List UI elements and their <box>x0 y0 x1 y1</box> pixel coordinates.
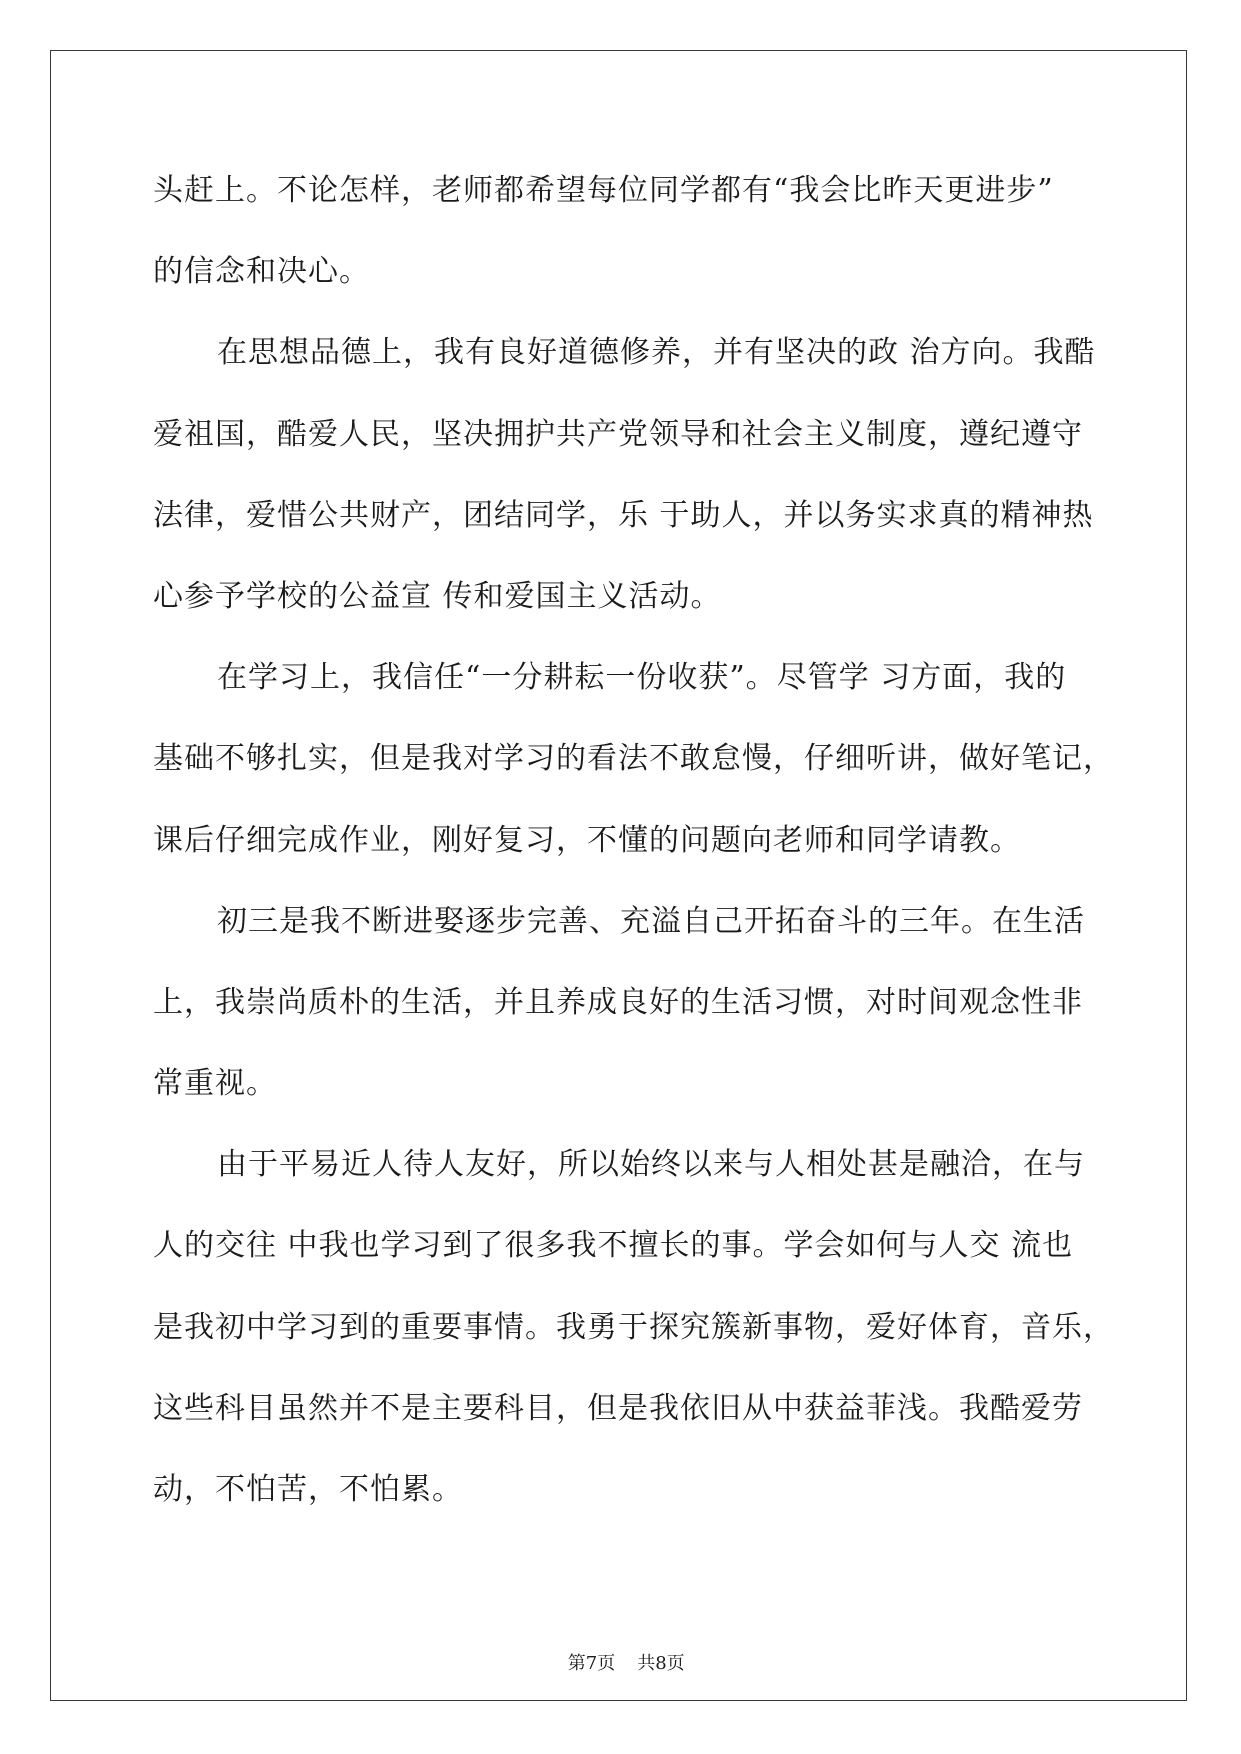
text-line: 法律，爱惜公共财产，团结同学，乐 于助人，并以务实求真的精神热 <box>153 497 1094 533</box>
text-line: 基础不够扎实，但是我对学习的看法不敢怠慢，仔细听讲，做好笔记， <box>153 741 1114 777</box>
text-line: 在思想品德上，我有良好道德修养，并有坚决的政 治方向。我酷 <box>217 335 1096 371</box>
text-line: 爱祖国，酷爱人民，坚决拥护共产党领导和社会主义制度，遵纪遵守 <box>153 416 1083 452</box>
document-body <box>153 150 1153 1530</box>
text-line: 心参予学校的公益宣 传和爱国主义活动。 <box>153 578 722 614</box>
page-total: 共8页 <box>637 1653 685 1674</box>
text-line: 头赶上。不论怎样，老师都希望每位同学都有“我会比昨天更进步” <box>153 173 1054 208</box>
paragraph <box>153 312 1153 637</box>
text-line: 是我初中学习到的重要事情。我勇于探究簇新事物，爱好体育，音乐， <box>153 1309 1114 1345</box>
text-line: 上，我崇尚质朴的生活，并且养成良好的生活习惯，对时间观念性非 <box>153 984 1083 1020</box>
text-line: 在学习上，我信任“一分耕耘一份收获”。尽管学 习方面，我的 <box>217 660 1067 696</box>
page-footer <box>0 1622 1241 1678</box>
paragraph <box>153 637 1153 881</box>
text-line: 由于平易近人待人友好，所以始终以来与人相处甚是融洽，在与 <box>217 1147 1085 1183</box>
page-number: 第7页 <box>567 1653 616 1674</box>
paragraph <box>153 881 1153 1125</box>
text-line: 课后仔细完成作业，刚好复习，不懂的问题向老师和同学请教。 <box>153 822 1021 858</box>
paragraph <box>153 150 1153 312</box>
text-line: 常重视。 <box>153 1066 277 1102</box>
text-line: 的信念和决心。 <box>153 254 370 290</box>
text-line: 动，不怕苦，不怕累。 <box>153 1472 463 1507</box>
text-line: 这些科目虽然并不是主要科目，但是我依旧从中获益菲浅。我酷爱劳 <box>153 1390 1083 1426</box>
paragraph <box>153 1124 1153 1530</box>
text-line: 人的交往 中我也学习到了很多我不擅长的事。学会如何与人交 流也 <box>153 1228 1074 1264</box>
text-line: 初三是我不断进娶逐步完善、充溢自己开拓奋斗的三年。在生活 <box>217 903 1085 939</box>
